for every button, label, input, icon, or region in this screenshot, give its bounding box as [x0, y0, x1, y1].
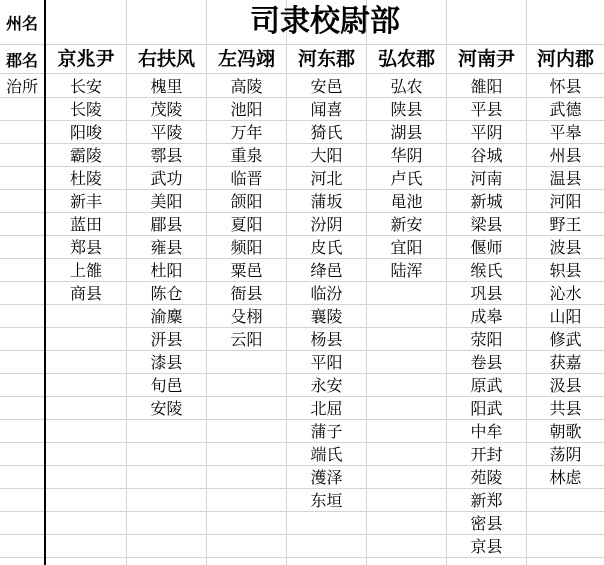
county-cell: 雍县: [150, 238, 183, 257]
county-cell: 河南: [470, 169, 503, 188]
county-cell: 荥阳: [470, 330, 503, 349]
county-cell: 临晋: [230, 169, 263, 188]
county-cell: 端氏: [310, 445, 343, 464]
county-cell: 重泉: [230, 146, 263, 165]
county-cell: 夏阳: [230, 215, 263, 234]
county-cell: 华阴: [390, 146, 423, 165]
county-cell: 野王: [549, 215, 582, 234]
county-cell: 武功: [150, 169, 183, 188]
county-cell: 皮氏: [310, 238, 343, 257]
county-cell: 临汾: [310, 284, 343, 303]
county-cell: 苑陵: [470, 468, 503, 487]
county-cell: 槐里: [150, 77, 183, 96]
county-cell: 茂陵: [150, 100, 183, 119]
county-cell: 汲县: [549, 376, 582, 395]
header-youfufeng: 右扶风: [137, 48, 195, 70]
county-cell: 高陵: [230, 77, 263, 96]
label-zhou: 州名: [5, 14, 38, 33]
county-cell: 山阳: [549, 307, 582, 326]
county-column-henan: [447, 75, 526, 558]
county-cell: 河阳: [549, 192, 582, 211]
county-cell: 频阳: [230, 238, 263, 257]
county-cell: 中牟: [470, 422, 503, 441]
county-cell: 阳武: [470, 399, 503, 418]
county-cell: 轵县: [549, 261, 582, 280]
county-cell: 渝麋: [150, 307, 183, 326]
county-cell: 郑县: [69, 238, 102, 257]
county-cell: 新丰: [69, 192, 102, 211]
county-cell: 卷县: [470, 353, 503, 372]
county-cell: 杜阳: [150, 261, 183, 280]
row-line: [0, 44, 604, 45]
row-line: [0, 73, 604, 74]
county-cell: 黾池: [390, 192, 423, 211]
county-cell: 霸陵: [69, 146, 102, 165]
county-cell: 河北: [310, 169, 343, 188]
county-cell: 东垣: [310, 491, 343, 510]
label-jun: 郡名: [5, 51, 38, 70]
county-cell: 安邑: [310, 77, 343, 96]
county-cell: 颌阳: [230, 192, 263, 211]
county-cell: 京县: [470, 537, 503, 556]
county-cell: 温县: [549, 169, 582, 188]
county-cell: 平阴: [470, 123, 503, 142]
county-cell: 陆浑: [390, 261, 423, 280]
county-cell: 永安: [310, 376, 343, 395]
county-cell: 弘农: [390, 77, 423, 96]
county-cell: 梁县: [470, 215, 503, 234]
county-cell: 阳唆: [69, 123, 102, 142]
county-cell: 新郑: [470, 491, 503, 510]
county-cell: 云阳: [230, 330, 263, 349]
county-cell: 密县: [470, 514, 503, 533]
county-cell: 北屈: [310, 399, 343, 418]
header-jingzhao: 京兆尹: [57, 48, 115, 70]
county-cell: 衙县: [230, 284, 263, 303]
county-cell: 偃师: [470, 238, 503, 257]
county-cell: 汧县: [150, 330, 183, 349]
county-cell: 商县: [69, 284, 102, 303]
county-cell: 万年: [230, 123, 263, 142]
county-cell: 林虑: [549, 468, 582, 487]
county-cell: 漆县: [150, 353, 183, 372]
county-cell: 陈仓: [150, 284, 183, 303]
county-cell: 谷城: [470, 146, 503, 165]
county-cell: 汾阴: [310, 215, 343, 234]
county-cell: 朝歌: [549, 422, 582, 441]
county-cell: 上雒: [69, 261, 102, 280]
county-cell: 蓝田: [69, 215, 102, 234]
county-cell: 濩泽: [310, 468, 343, 487]
county-cell: 波县: [549, 238, 582, 257]
header-henei: 河内郡: [536, 48, 594, 70]
county-cell: 陕县: [390, 100, 423, 119]
county-cell: 猗氏: [310, 123, 343, 142]
county-cell: 怀县: [549, 77, 582, 96]
county-cell: 大阳: [310, 146, 343, 165]
county-cell: 巩县: [470, 284, 503, 303]
county-cell: 平陵: [150, 123, 183, 142]
county-column-hongnong: [367, 75, 446, 282]
county-cell: 缑氏: [470, 261, 503, 280]
county-cell: 新城: [470, 192, 503, 211]
county-cell: 安陵: [150, 399, 183, 418]
county-cell: 卢氏: [390, 169, 423, 188]
county-cell: 雒阳: [470, 77, 503, 96]
county-cell: 杜陵: [69, 169, 102, 188]
county-cell: 鄠县: [150, 146, 183, 165]
county-column-jingzhao: [46, 75, 126, 305]
county-column-zuopingyi: [207, 75, 286, 351]
county-cell: 平县: [470, 100, 503, 119]
county-cell: 宜阳: [390, 238, 423, 257]
header-hedong: 河东郡: [297, 48, 355, 70]
county-cell: 获嘉: [549, 353, 582, 372]
county-cell: 平阳: [310, 353, 343, 372]
county-column-henei: [527, 75, 604, 489]
county-cell: 美阳: [150, 192, 183, 211]
county-cell: 州县: [549, 146, 582, 165]
county-column-hedong: [287, 75, 366, 512]
page-title: 司隶校尉部: [250, 4, 400, 39]
county-cell: 郿县: [150, 215, 183, 234]
header-zuopingyi: 左冯翊: [217, 48, 275, 70]
county-cell: 长安: [69, 77, 102, 96]
county-cell: 绛邑: [310, 261, 343, 280]
county-column-youfufeng: [127, 75, 206, 420]
county-cell: 池阳: [230, 100, 263, 119]
county-cell: 沁水: [549, 284, 582, 303]
header-henan: 河南尹: [457, 48, 515, 70]
county-cell: 蒲子: [310, 422, 343, 441]
county-cell: 原武: [470, 376, 503, 395]
county-cell: 湖县: [390, 123, 423, 142]
county-cell: 开封: [470, 445, 503, 464]
county-cell: 荡阴: [549, 445, 582, 464]
county-cell: 襄陵: [310, 307, 343, 326]
county-cell: 粟邑: [230, 261, 263, 280]
county-cell: 成皋: [470, 307, 503, 326]
header-hongnong: 弘农郡: [377, 48, 435, 70]
county-cell: 长陵: [69, 100, 102, 119]
label-zhisuo: 治所: [5, 77, 38, 96]
county-cell: 旬邑: [150, 376, 183, 395]
county-cell: 杨县: [310, 330, 343, 349]
county-cell: 共县: [549, 399, 582, 418]
county-cell: 武德: [549, 100, 582, 119]
county-cell: 新安: [390, 215, 423, 234]
county-cell: 闻喜: [310, 100, 343, 119]
county-cell: 殳栩: [230, 307, 263, 326]
county-cell: 平皋: [549, 123, 582, 142]
county-cell: 修武: [549, 330, 582, 349]
county-cell: 蒲坂: [310, 192, 343, 211]
